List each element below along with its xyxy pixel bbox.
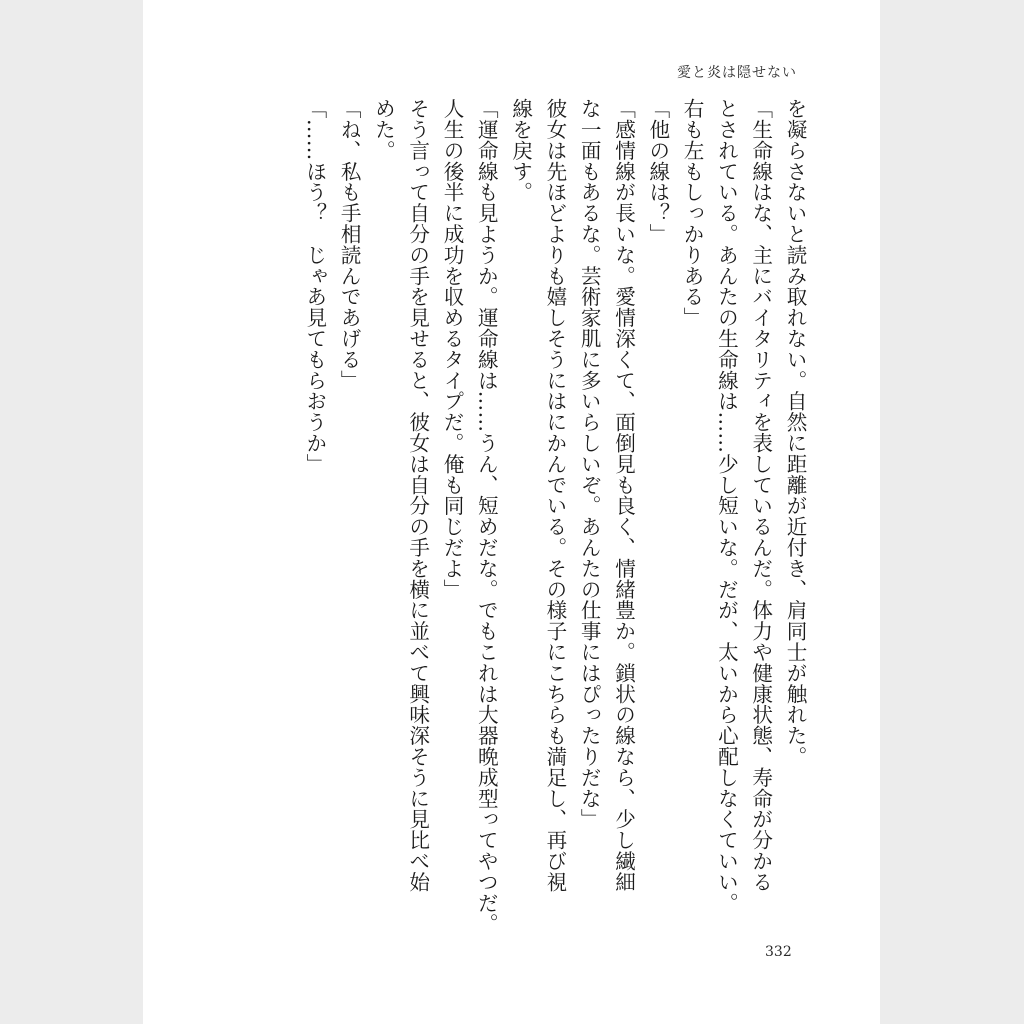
text-line: を凝らさないと読み取れない。自然に距離が近付き、肩同士が触れた。: [783, 98, 807, 767]
text-line: 「……ほう？ じゃあ見てもらおうか」: [302, 98, 327, 475]
body-text: [298, 98, 812, 938]
text-line: 「ね、私も手相読んであげる」: [337, 98, 362, 391]
text-line: 人生の後半に成功を収めるタイプだ。俺も同じだよ」: [440, 98, 465, 600]
text-line: 彼女は先ほどよりも嬉しそうにはにかんでいる。その様子にこちらも満足し、再び視: [542, 98, 567, 893]
text-line: そう言って自分の手を見せると、彼女は自分の手を横に並べて興味深そうに見比べ始: [405, 98, 430, 893]
running-header: 愛と炎は隠せない: [677, 65, 797, 81]
text-line: 「感情線が長いな。愛情深くて、面倒見も良く、情緒豊か。鎖状の線なら、少し繊細: [611, 98, 636, 893]
text-line: 「運命線も見ようか。運命線は……うん、短めだな。でもこれは大器晩成型ってやつだ。: [474, 98, 499, 934]
text-line: めた。: [371, 98, 396, 161]
book-page: [143, 0, 880, 1024]
text-line: 「生命線はな、主にバイタリティを表しているんだ。体力や健康状態、寿命が分かる: [748, 98, 773, 893]
page-number: 332: [765, 944, 792, 960]
text-line: な一面もあるな。芸術家肌に多いらしいぞ。あんたの仕事にはぴったりだな」: [577, 98, 602, 830]
text-line: とされている。あんたの生命線は……少し短いな。だが、太いから心配しなくていい。: [714, 98, 739, 914]
text-line: 線を戻す。: [508, 98, 533, 203]
text-line: 右も左もしっかりある」: [680, 98, 705, 328]
text-line: 「他の線は？」: [645, 98, 670, 245]
